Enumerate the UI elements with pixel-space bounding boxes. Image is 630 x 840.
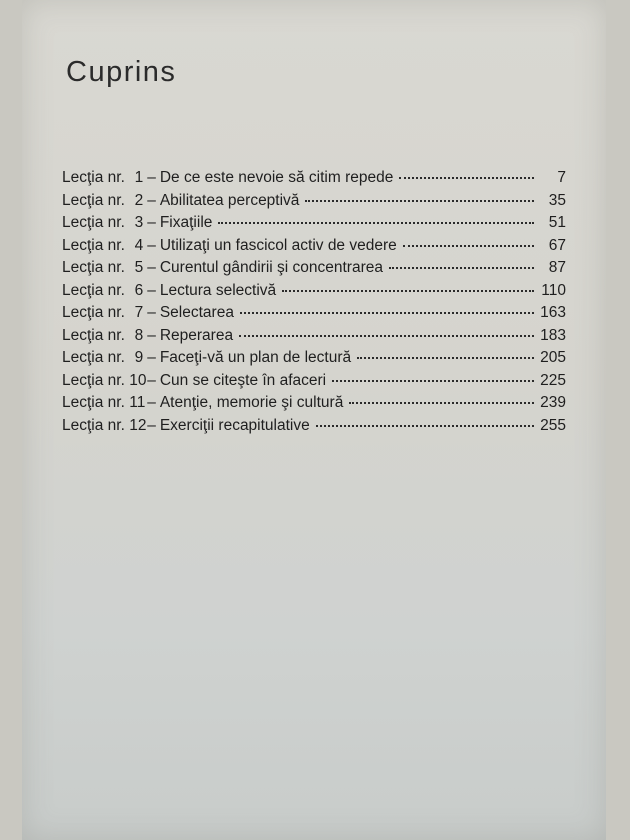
toc-entry-label	[62, 190, 299, 213]
toc-lesson-number: 4	[134, 236, 144, 254]
toc-lesson-prefix: Lecţia nr.	[62, 371, 125, 389]
toc-lesson-number: 10	[129, 371, 147, 389]
toc-dot-leader	[305, 190, 534, 202]
toc-page-number: 35	[548, 191, 566, 209]
toc-entry-label	[62, 302, 234, 325]
toc-entry-label	[62, 325, 233, 348]
toc-lesson-title: Faceţi-vă un plan de lectură	[159, 349, 352, 366]
table-of-contents	[62, 167, 566, 437]
toc-entry	[62, 167, 566, 190]
toc-entry	[62, 370, 566, 393]
toc-entry-label	[62, 212, 212, 235]
toc-lesson-prefix: Lecţia nr.	[62, 236, 125, 254]
toc-lesson-number: 11	[129, 394, 146, 411]
toc-separator: –	[147, 236, 156, 254]
toc-page-number: 110	[541, 281, 566, 299]
toc-page-number: 205	[540, 349, 566, 366]
toc-lesson-title: Utilizaţi un fascicol activ de vedere	[159, 236, 397, 254]
toc-separator: –	[147, 304, 156, 321]
toc-dot-leader	[357, 347, 534, 359]
toc-separator: –	[147, 349, 156, 366]
toc-dot-leader	[239, 325, 534, 337]
toc-lesson-number: 7	[134, 304, 144, 321]
toc-lesson-title: Selectarea	[159, 304, 234, 321]
toc-separator: –	[147, 281, 156, 299]
toc-dot-leader	[399, 167, 534, 179]
toc-lesson-number: 1	[134, 169, 144, 186]
toc-entry-label	[62, 257, 383, 280]
toc-dot-leader	[282, 280, 534, 292]
toc-lesson-number: 5	[134, 259, 144, 276]
toc-page-number: 163	[540, 304, 566, 321]
toc-entry	[62, 190, 566, 213]
toc-dot-leader	[316, 415, 534, 427]
toc-lesson-title: Exerciţii recapitulative	[159, 416, 310, 434]
toc-entry-label	[62, 370, 326, 393]
toc-lesson-prefix: Lecţia nr.	[62, 214, 125, 231]
toc-entry	[62, 235, 566, 258]
toc-lesson-title: Reperarea	[159, 326, 234, 344]
toc-lesson-number: 9	[134, 349, 144, 366]
page-title: Cuprins	[66, 56, 177, 88]
toc-lesson-prefix: Lecţia nr.	[62, 349, 125, 366]
toc-lesson-number: 3	[134, 214, 144, 231]
toc-lesson-prefix: Lecţia nr.	[62, 394, 125, 411]
toc-page-number: 67	[548, 236, 566, 254]
toc-page-number: 7	[557, 169, 566, 186]
toc-dot-leader	[240, 302, 534, 314]
toc-entry	[62, 257, 566, 280]
toc-separator: –	[147, 259, 156, 276]
toc-lesson-prefix: Lecţia nr.	[62, 259, 125, 276]
toc-lesson-number: 12	[129, 416, 147, 434]
toc-lesson-prefix: Lecţia nr.	[62, 169, 125, 186]
toc-entry	[62, 302, 566, 325]
toc-entry-label	[62, 347, 351, 370]
toc-lesson-prefix: Lecţia nr.	[62, 304, 125, 321]
toc-lesson-number: 8	[134, 326, 144, 344]
toc-page-number: 255	[540, 416, 566, 434]
toc-page-number: 183	[540, 326, 566, 344]
book-page	[22, 0, 606, 840]
toc-lesson-prefix: Lecţia nr.	[62, 416, 125, 434]
toc-lesson-title: De ce este nevoie să citim repede	[159, 169, 394, 186]
toc-lesson-title: Cun se citeşte în afaceri	[159, 371, 327, 389]
toc-dot-leader	[403, 235, 534, 247]
toc-page-number: 225	[540, 371, 566, 389]
toc-lesson-prefix: Lecţia nr.	[62, 281, 125, 299]
toc-dot-leader	[332, 370, 534, 382]
toc-separator: –	[147, 214, 156, 231]
toc-page-number: 51	[548, 214, 566, 231]
toc-separator: –	[147, 371, 156, 389]
toc-separator: –	[147, 416, 156, 434]
toc-lesson-prefix: Lecţia nr.	[62, 191, 125, 209]
toc-entry-label	[62, 280, 276, 303]
toc-dot-leader	[349, 392, 534, 404]
toc-entry	[62, 325, 566, 348]
toc-lesson-title: Atenţie, memorie şi cultură	[159, 394, 344, 411]
toc-dot-leader	[389, 257, 534, 269]
toc-entry-label	[62, 415, 310, 438]
toc-separator: –	[147, 326, 156, 344]
toc-dot-leader	[218, 212, 534, 224]
toc-entry-label	[62, 167, 393, 190]
toc-lesson-title: Curentul gândirii şi concentrarea	[159, 259, 383, 276]
toc-entry	[62, 212, 566, 235]
toc-separator: –	[147, 394, 156, 411]
toc-entry	[62, 415, 566, 438]
toc-lesson-number: 6	[134, 281, 144, 299]
toc-lesson-prefix: Lecţia nr.	[62, 326, 125, 344]
toc-separator: –	[147, 191, 156, 209]
toc-page-number: 239	[540, 394, 566, 411]
toc-page-number: 87	[548, 259, 566, 276]
toc-lesson-title: Abilitatea perceptivă	[159, 191, 300, 209]
toc-entry	[62, 280, 566, 303]
toc-entry-label	[62, 392, 343, 415]
toc-separator: –	[147, 169, 156, 186]
toc-entry	[62, 392, 566, 415]
toc-entry-label	[62, 235, 397, 258]
toc-lesson-number: 2	[134, 191, 144, 209]
toc-entry	[62, 347, 566, 370]
toc-lesson-title: Lectura selectivă	[159, 281, 277, 299]
toc-lesson-title: Fixaţiile	[159, 214, 213, 231]
